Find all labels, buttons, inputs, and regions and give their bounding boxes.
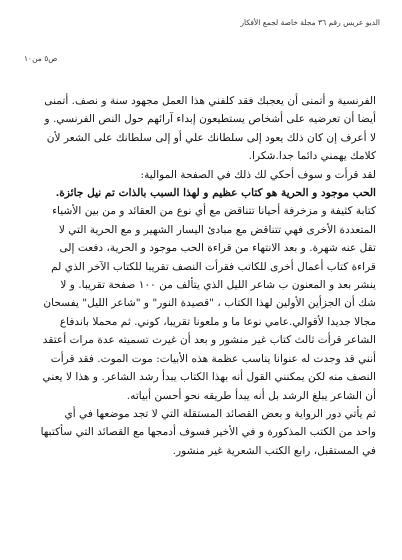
text-line: لقد قرأت و سوف أحكي لك ذلك في الصفحة الموالية: [140, 168, 376, 181]
text-line: واحد من الكتب المذكورة و في الأخير فسوف أدمجها مع القصائد التي سأكتبها [40, 426, 376, 439]
text-line: الفرنسية و أتمنى أن يعجبك فقد كلفني هذا العمل مجهود سنة و نصف. أتمنى [44, 95, 376, 107]
text-line: لا أعرف إن كان ذلك يعود إلى سلطانك علي أو إلى سلطانك على الشعر لأن [46, 131, 376, 144]
text-line: كلامك يهمني دائما جدا.شكرا. [248, 150, 376, 163]
text-line: أن الشاعر يبلغ الرشد بل أنه يبدأ طريقه نحو أحسن أبياته. [126, 389, 376, 402]
page-number: ص٥ من١٠ [24, 54, 58, 63]
text-line: الحب موجود و الحرية هو كتاب عظيم و لهذا السبب بالذات تم نيل جائزة. [55, 187, 376, 200]
letter-body [22, 92, 376, 460]
text-line: المتعددة الأخرى فهي تتناقض مع مبادئ اليسار الشهير و مع الحرية التي لا [58, 223, 376, 236]
text-line: النصف منه لكن يمكنني القول أنه بهذا الكتاب يبدأ رشد الشاعر. و هذا لا يعني [42, 371, 376, 384]
page-header: الديو عريس رقم ٣٦ مجلة خاصة لجمع الأفكار [240, 18, 380, 27]
text-line: أيضا أن تعرضيه على أشخاص يستطيعون إبداء آرائهم حول النص الفرنسي. و [44, 113, 376, 126]
text-line: ثم يأتي دور الرواية و بعض القصائد المستقلة التي لا تجد موضعها في أي [64, 407, 376, 420]
text-line: تقل عنه شهرة. و بعد الانتهاء من قراءة الحب موجود و الحرية، دفعت إلى [59, 242, 376, 255]
text-line: كتابة كثيفة و مزخرفة أحيانا تتناقض مع أي نوع من العقائد و من بين الأشياء [52, 205, 376, 218]
text-line: الشاعر قرأت ثالث كتاب غير منشور و بعد أن غيرت تسميته عدة مرات أعتقد [42, 334, 376, 347]
text-line: في المستقبل، رابع الكتب الشعرية غير منشور. [172, 444, 376, 457]
text-line: مجالا جديدا لأقوالي.عامي نوعا ما و ملعونا تقريبا، كوني. ثم محملا باندفاع [59, 315, 376, 328]
text-line: شك أن الجزأين الأولين لهذا الكتاب ، "قصيدة النور" و "شاعر الليل" يفسحان [43, 297, 376, 310]
text-line: أنني قد وجدت له عنوانا يناسب عظمة هذه الأبيات: موت الموت. فقد قرأت [50, 352, 376, 365]
text-line: ينشر بعد و المعنون ب شاعر الليل الذي يتألف من ١٠٠ صفحة تقريبا. و لا [60, 279, 376, 292]
text-line: قراءة كتاب أعمال أخرى للكاتب فقرأت النصف تقريبا للكتاب الآخر الذي لم [51, 260, 376, 273]
